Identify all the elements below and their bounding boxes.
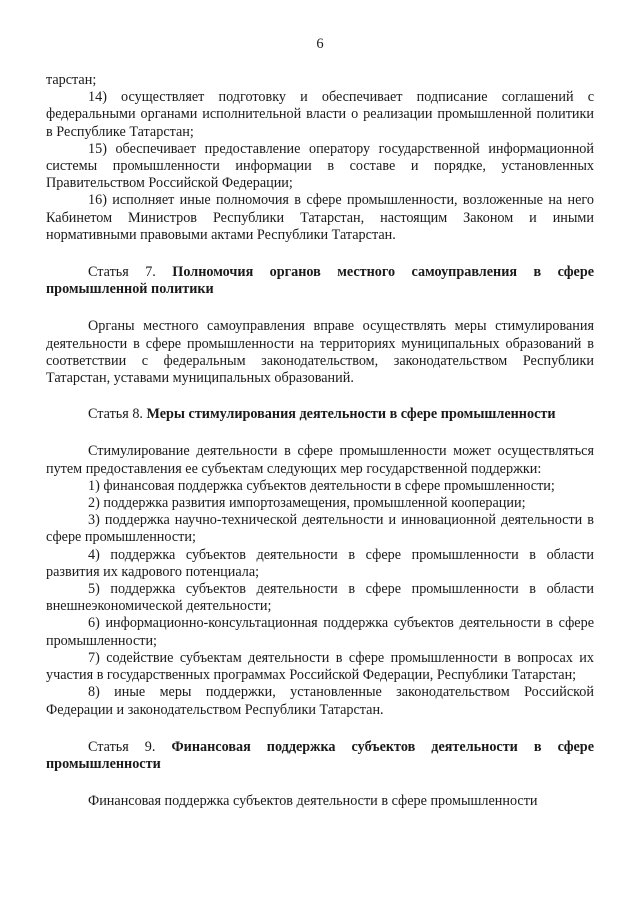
measure-item-6: 6) информационно-консультационная поддержка субъектов деятельности в сфере промышленности; xyxy=(46,615,594,649)
article-9-heading xyxy=(46,739,594,773)
measure-item-8: 8) иные меры поддержки, установленные законодательством Российской Федерации и законодательством Республики Татарстан. xyxy=(46,684,594,718)
article-8-label: Статья 8. xyxy=(88,406,143,423)
measure-item-7: 7) содействие субъектам деятельности в сфере промышленности в вопросах их участия в государственных программах Российской Федерации, Республики Татарстан; xyxy=(46,649,594,684)
list-item-15: 15) обеспечивает предоставление оператору государственной информационной системы промышленности информации в составе и порядке, установленных Правительством Российской Федерации; xyxy=(46,140,594,192)
measure-item-1: 1) финансовая поддержка субъектов деятельности в сфере промышленности; xyxy=(88,477,555,494)
article-9-paragraph: Финансовая поддержка субъектов деятельности в сфере промышленности xyxy=(88,793,538,810)
spacer xyxy=(46,244,594,264)
article-9-label: Статья 9. xyxy=(88,738,156,755)
article-8-title: Меры стимулирования деятельности в сфере промышленности xyxy=(146,406,556,423)
measure-item-5: 5) поддержка субъектов деятельности в сфере промышленности в области внешнеэкономической деятельности; xyxy=(46,581,594,615)
list-item-16: 16) исполняет иные полномочия в сфере промышленности, возложенные на него Кабинетом Министров Республики Татарстан, настоящим Законом и иными нормативными правовыми актами Республики Татарстан. xyxy=(46,192,594,243)
spacer xyxy=(46,387,594,406)
measure-item-3: 3) поддержка научно-технической деятельности и инновационной деятельности в сфере промышленности; xyxy=(46,512,594,546)
article-7-heading xyxy=(46,264,594,298)
measure-item-4: 4) поддержка субъектов деятельности в сфере промышленности в области развития их кадрового потенциала; xyxy=(46,546,594,580)
list-item-14: 14) осуществляет подготовку и обеспечивает подписание соглашений с федеральными органами исполнительной власти о реализации промышленной политики в Республике Татарстан; xyxy=(46,89,594,140)
measure-item-2: 2) поддержка развития импортозамещения, промышленной кооперации; xyxy=(88,495,526,512)
article-8-heading xyxy=(46,406,594,423)
article-9-title: Финансовая поддержка субъектов деятельности в сфере промышленности xyxy=(46,738,594,772)
page-number: 6 xyxy=(316,36,324,52)
spacer xyxy=(46,423,594,443)
article-7-paragraph: Органы местного самоуправления вправе осуществлять меры стимулирования деятельности в сфере промышленности на территориях муниципальных образований в соответствии с федеральным законодательством, законодательством Республики Татарстан, уставами муниципальных образований. xyxy=(46,318,594,387)
paragraph-continuation: тарстан; xyxy=(46,72,97,88)
spacer xyxy=(46,719,594,739)
article-7-label: Статья 7. xyxy=(88,264,156,281)
article-7-title: Полномочия органов местного самоуправления в сфере промышленной политики xyxy=(46,264,595,298)
spacer xyxy=(46,298,594,318)
article-8-intro: Стимулирование деятельности в сфере промышленности может осуществляться путем предоставления ее субъектам следующих мер государственной поддержки: xyxy=(46,443,594,477)
document-body xyxy=(46,72,594,810)
spacer xyxy=(46,773,594,793)
